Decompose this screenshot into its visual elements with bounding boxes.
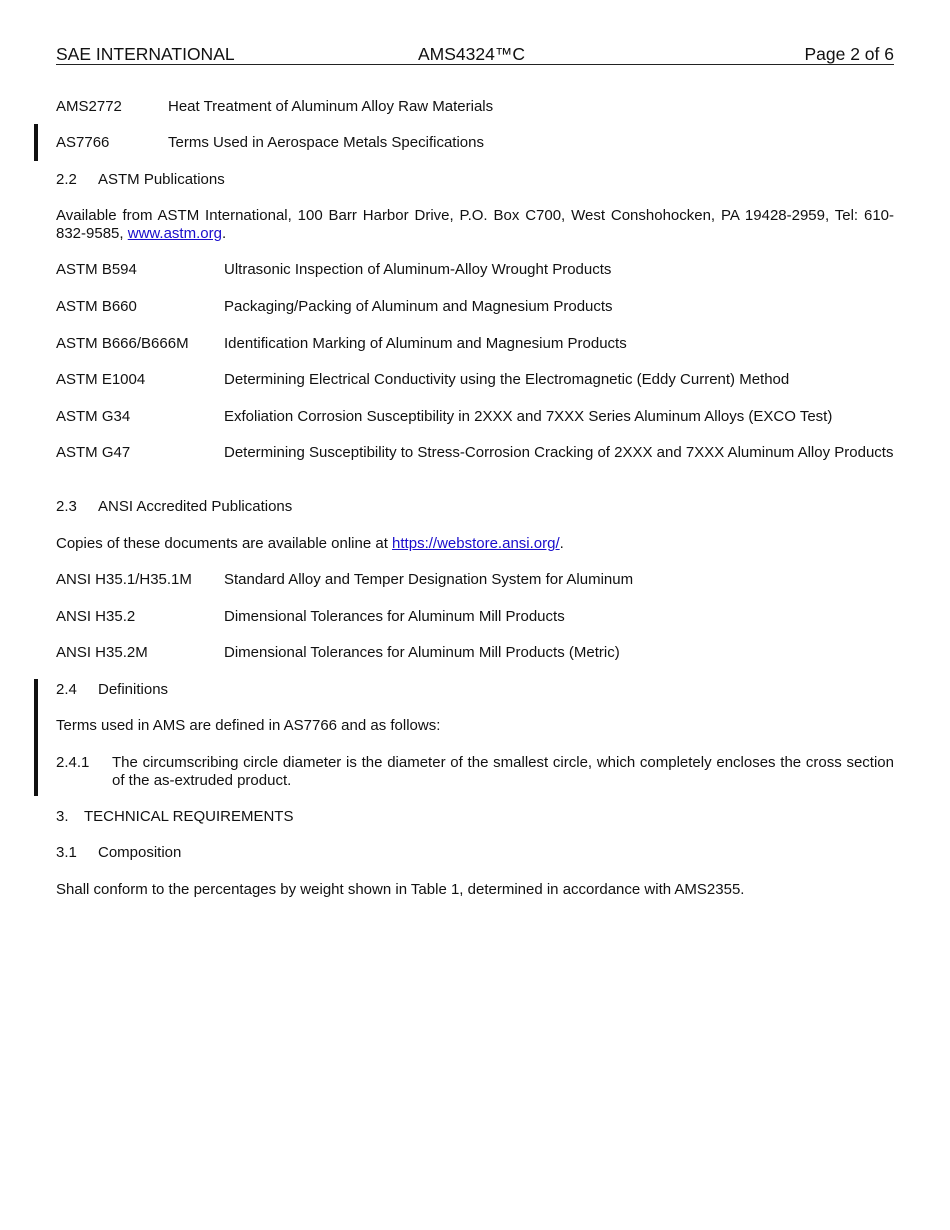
reference-title: Standard Alloy and Temper Designation System for Aluminum [224, 571, 634, 588]
reference-row [56, 298, 894, 316]
section-heading-ansi [56, 498, 894, 516]
availability-text: Available from ASTM International, 100 Barr Harbor Drive, P.O. Box C700, West Conshohocken, PA 19428-2959, Tel: 610-832-9585, [56, 207, 894, 242]
reference-code: AS7766 [56, 134, 110, 151]
section-number: 2.2 [56, 171, 77, 188]
reference-row [56, 408, 894, 426]
availability-text: Copies of these documents are available online at [56, 535, 393, 552]
section-title: Definitions [98, 681, 169, 698]
reference-row [56, 98, 894, 116]
ansi-webstore-link[interactable]: https://webstore.ansi.org/ [392, 535, 560, 552]
section-number: 2.4 [56, 681, 77, 698]
reference-title: Dimensional Tolerances for Aluminum Mill Products [224, 608, 565, 625]
ansi-availability: Copies of these documents are available online at https://webstore.ansi.org/. [56, 535, 564, 552]
reference-code: ASTM E1004 [56, 371, 146, 388]
section-title: ASTM Publications [98, 171, 225, 188]
header-org: SAE INTERNATIONAL [56, 44, 235, 64]
reference-title: Determining Electrical Conductivity using the Electromagnetic (Eddy Current) Method [224, 371, 790, 388]
section-heading-astm [56, 171, 894, 189]
reference-code: ANSI H35.2M [56, 644, 148, 661]
section-heading-definitions [56, 681, 894, 699]
composition-text: Shall conform to the percentages by weight shown in Table 1, determined in accordance with AMS2355. [56, 881, 745, 898]
reference-row [56, 134, 894, 152]
section-heading-composition [56, 844, 894, 862]
definition-number: 2.4.1 [56, 754, 90, 771]
reference-code: ASTM B594 [56, 261, 137, 278]
definition-item [56, 754, 894, 790]
reference-title: Identification Marking of Aluminum and Magnesium Products [224, 335, 627, 352]
reference-row [56, 644, 894, 662]
reference-row [56, 608, 894, 626]
reference-row [56, 261, 894, 279]
reference-code: ANSI H35.1/H35.1M [56, 571, 192, 588]
reference-code: ANSI H35.2 [56, 608, 136, 625]
section-title: ANSI Accredited Publications [98, 498, 293, 515]
definitions-intro: Terms used in AMS are defined in AS7766 and as follows: [56, 717, 441, 734]
astm-website-link[interactable]: www.astm.org [127, 225, 222, 242]
reference-row [56, 371, 894, 389]
change-bar [34, 679, 38, 796]
section-title: TECHNICAL REQUIREMENTS [84, 808, 294, 825]
change-bar [34, 124, 38, 161]
header-page-number: Page 2 of 6 [804, 44, 894, 64]
reference-title: Exfoliation Corrosion Susceptibility in 2XXX and 7XXX Series Aluminum Alloys (EXCO Test) [224, 408, 833, 425]
reference-code: ASTM G47 [56, 444, 131, 461]
reference-code: ASTM G34 [56, 408, 131, 425]
reference-title: Packaging/Packing of Aluminum and Magnesium Products [224, 298, 613, 315]
reference-title: Determining Susceptibility to Stress-Corrosion Cracking of 2XXX and 7XXX Aluminum Alloy Products [224, 444, 894, 461]
section-heading-technical [56, 808, 894, 826]
section-number: 3. [56, 808, 69, 825]
reference-code: ASTM B660 [56, 298, 137, 315]
section-number: 2.3 [56, 498, 77, 515]
section-title: Composition [98, 844, 182, 861]
section-number: 3.1 [56, 844, 77, 861]
reference-row [56, 335, 894, 353]
reference-row [56, 571, 894, 589]
reference-title: Ultrasonic Inspection of Aluminum-Alloy Wrought Products [224, 261, 612, 278]
astm-availability: Available from ASTM International, 100 Barr Harbor Drive, P.O. Box C700, West Conshohocken, PA 19428-2959, Tel: 610-832-9585, www.astm.org. [56, 207, 894, 242]
definition-text: The circumscribing circle diameter is the diameter of the smallest circle, which completely encloses the cross section of the as-extruded product. [112, 754, 894, 789]
reference-title: Heat Treatment of Aluminum Alloy Raw Materials [168, 98, 494, 115]
reference-code: AMS2772 [56, 98, 122, 115]
reference-title: Dimensional Tolerances for Aluminum Mill Products (Metric) [224, 644, 620, 661]
reference-row [56, 444, 894, 480]
reference-title: Terms Used in Aerospace Metals Specifications [168, 134, 484, 151]
reference-code: ASTM B666/B666M [56, 335, 189, 352]
header-doc-id: AMS4324™C [418, 44, 525, 64]
page-header [56, 44, 894, 65]
